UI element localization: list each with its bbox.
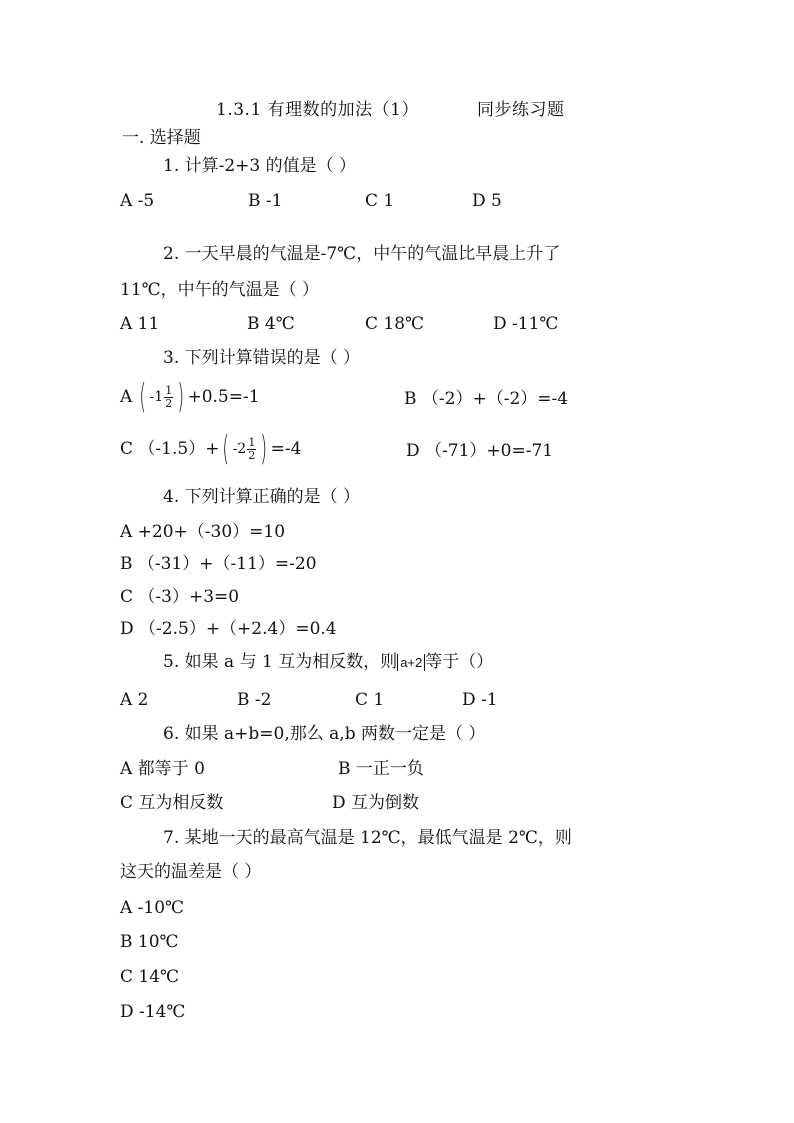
section-heading: 一. 选择题 (122, 128, 201, 148)
q4-option-a: A +20+（-30）=10 (120, 522, 286, 542)
q7-option-b: B 10℃ (120, 932, 179, 952)
left-paren: ( (222, 429, 230, 469)
fraction (164, 385, 173, 409)
title-main: 1.3.1 有理数的加法（1） (216, 100, 419, 120)
fraction-denominator: 2 (165, 396, 173, 410)
fraction-numerator: 1 (248, 435, 256, 449)
question-6-stem: 6. 如果 a+b=0,那么 a,b 两数一定是（ ） (163, 724, 486, 744)
q1-option-c: C 1 (365, 191, 395, 211)
q3-option-d: D （-71）+0=-71 (406, 441, 554, 461)
fraction-denominator: 2 (248, 448, 256, 462)
mixed-number (150, 385, 175, 409)
mixed-whole: -1 (149, 389, 164, 405)
q2-option-a: A 11 (120, 314, 160, 334)
question-1-stem: 1. 计算-2+3 的值是（ ） (163, 156, 357, 176)
q4-option-b: B （-31）+（-11）=-20 (120, 554, 317, 574)
q5-option-a: A 2 (120, 690, 149, 710)
right-paren: ) (260, 429, 268, 469)
q3-option-b: B （-2）+（-2）=-4 (404, 389, 569, 409)
q7-option-d: D -14℃ (120, 1002, 186, 1022)
q3-option-a (120, 377, 260, 417)
left-paren: ( (139, 377, 147, 417)
q5-option-d: D -1 (462, 690, 498, 710)
mixed-number (233, 437, 258, 461)
q6-option-a: A 都等于 0 (120, 759, 205, 779)
fraction (247, 437, 256, 461)
absolute-value-expr: a+2 (397, 654, 425, 671)
q5-option-c: C 1 (355, 690, 385, 710)
q5-stem-pre: 5. 如果 a 与 1 互为相反数，则 (163, 652, 398, 672)
question-2-stem-cont: 11℃，中午的气温是（ ） (120, 280, 320, 300)
question-7-stem-cont: 这天的温差是（ ） (120, 862, 262, 882)
fraction-numerator: 1 (165, 383, 173, 397)
q3-option-c (120, 429, 302, 469)
q5-stem-post: 等于（） (425, 652, 494, 672)
mixed-whole: -2 (232, 441, 247, 457)
page-title (216, 102, 564, 119)
title-sub: 同步练习题 (476, 100, 565, 120)
right-paren: ) (177, 377, 185, 417)
question-2-stem: 2. 一天早晨的气温是-7℃，中午的气温比早晨上升了 (163, 244, 561, 264)
q3-c-rest: =-4 (270, 438, 302, 459)
q7-option-a: A -10℃ (120, 898, 185, 918)
q1-option-a: A -5 (120, 191, 155, 211)
q1-option-d: D 5 (472, 191, 502, 211)
q6-option-d: D 互为倒数 (332, 793, 420, 813)
question-7-stem: 7. 某地一天的最高气温是 12℃，最低气温是 2℃，则 (163, 828, 572, 848)
question-3-stem: 3. 下列计算错误的是（ ） (163, 348, 361, 368)
q2-option-c: C 18℃ (365, 314, 425, 334)
q4-option-d: D （-2.5）+（+2.4）=0.4 (120, 619, 337, 639)
q5-option-b: B -2 (237, 690, 272, 710)
q2-option-b: B 4℃ (247, 314, 295, 334)
question-5-stem (163, 654, 493, 671)
question-4-stem: 4. 下列计算正确的是（ ） (163, 487, 361, 507)
q6-option-c: C 互为相反数 (120, 793, 224, 813)
q4-option-c: C （-3）+3=0 (120, 587, 240, 607)
q3-a-label: A (120, 386, 133, 407)
q3-c-label: C （-1.5）+ (120, 438, 220, 459)
q3-a-rest: +0.5=-1 (187, 386, 260, 407)
q7-option-c: C 14℃ (120, 967, 180, 987)
q1-option-b: B -1 (248, 191, 283, 211)
q2-option-d: D -11℃ (493, 314, 559, 334)
q6-option-b: B 一正一负 (338, 759, 424, 779)
